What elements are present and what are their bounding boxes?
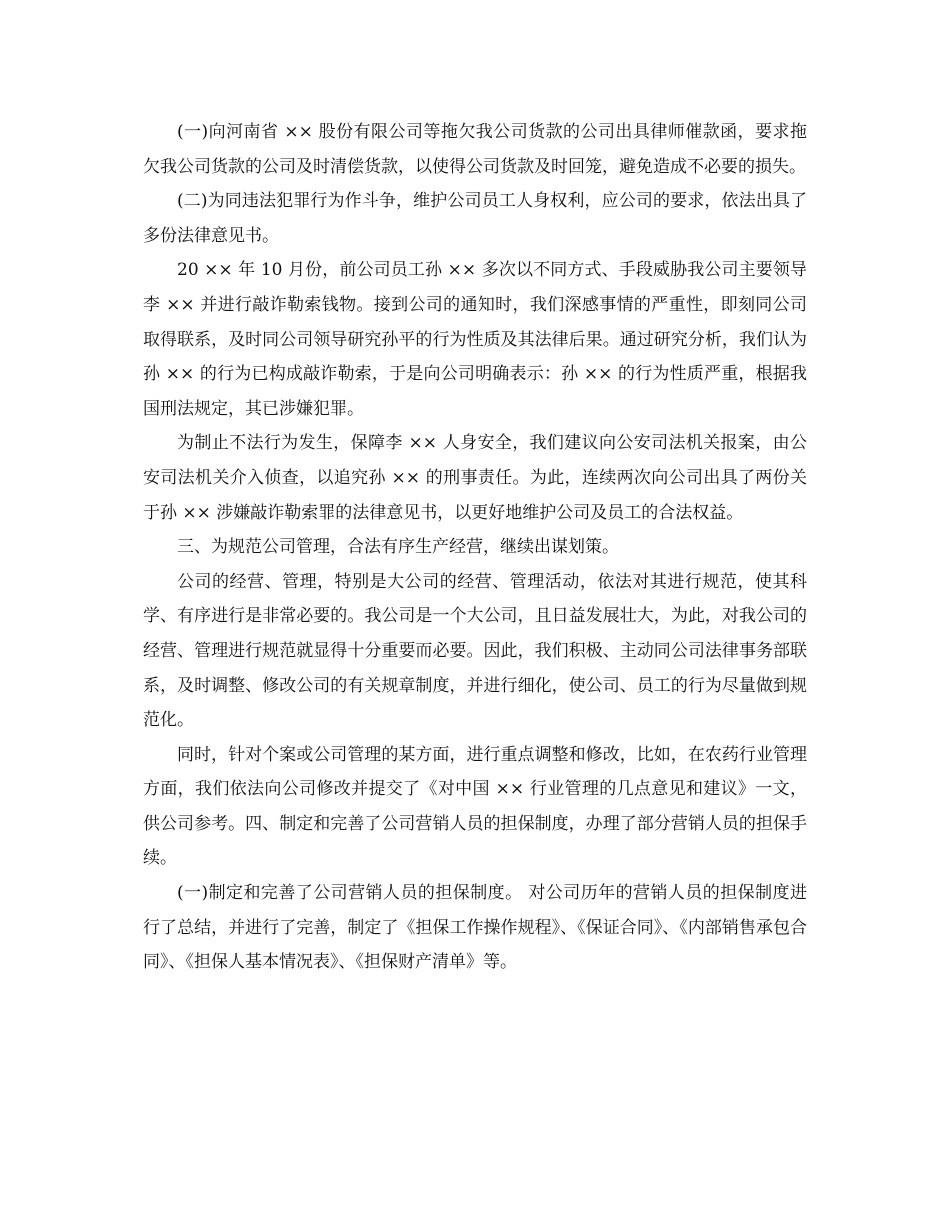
paragraph-3: 20 ×× 年 10 月份，前公司员工孙 ×× 多次以不同方式、手段威胁我公司主要领导李 ×× 并进行敲诈勒索钱物。接到公司的通知时，我们深感事情的严重性，即刻同公司取得联系，及时同公司领导研究孙平的行为性质及其法律后果。通过研究分析，我们认为孙 ×× 的行为已构成敲诈勒索，于是向公司明确表示：孙 ×× 的行为性质严重，根据我国刑法规定，其已涉嫌犯罪。 <box>143 260 807 419</box>
paragraph-6: 公司的经营、管理，特别是大公司的经营、管理活动，依法对其进行规范，使其科学、有序进行是非常必要的。我公司是一个大公司，且日益发展壮大，为此，对我公司的经营、管理进行规范就显得十分重要而必要。因此，我们积极、主动同公司法律事务部联系，及时调整、修改公司的有关规章制度，并进行细化，使公司、员工的行为尽量做到规范化。 <box>143 571 807 731</box>
paragraph-1: (一)向河南省 ×× 股份有限公司等拖欠我公司货款的公司出具律师催款函，要求拖欠我公司货款的公司及时清偿货款，以使得公司货款及时回笼，避免造成不必要的损失。 <box>143 122 807 177</box>
document-body <box>143 115 807 980</box>
paragraph-4: 为制止不法行为发生，保障李 ×× 人身安全，我们建议向公安司法机关报案，由公安司法机关介入侦查，以追究孙 ×× 的刑事责任。为此，连续两次向公司出具了两份关于孙 ×× 涉嫌敲诈勒索罪的法律意见书，以更好地维护公司及员工的合法权益。 <box>143 433 807 523</box>
paragraph-7: 同时，针对个案或公司管理的某方面，进行重点调整和修改，比如，在农药行业管理方面，我们依法向公司修改并提交了《对中国 ×× 行业管理的几点意见和建议》一文，供公司参考。四、制定和完善了公司营销人员的担保制度，办理了部分营销人员的担保手续。 <box>143 744 807 869</box>
paragraph-8: (一)制定和完善了公司营销人员的担保制度。 对公司历年的营销人员的担保制度进行了总结，并进行了完善，制定了《担保工作操作规程》、《保证合同》、《内部销售承包合同》、《担保人基本情况表》、《担保财产清单》等。 <box>143 883 807 973</box>
paragraph-5: 三、为规范公司管理，合法有序生产经营，继续出谋划策。 <box>177 537 619 558</box>
paragraph-2: (二)为同违法犯罪行为作斗争，维护公司员工人身权利，应公司的要求，依法出具了多份法律意见书。 <box>143 191 807 246</box>
